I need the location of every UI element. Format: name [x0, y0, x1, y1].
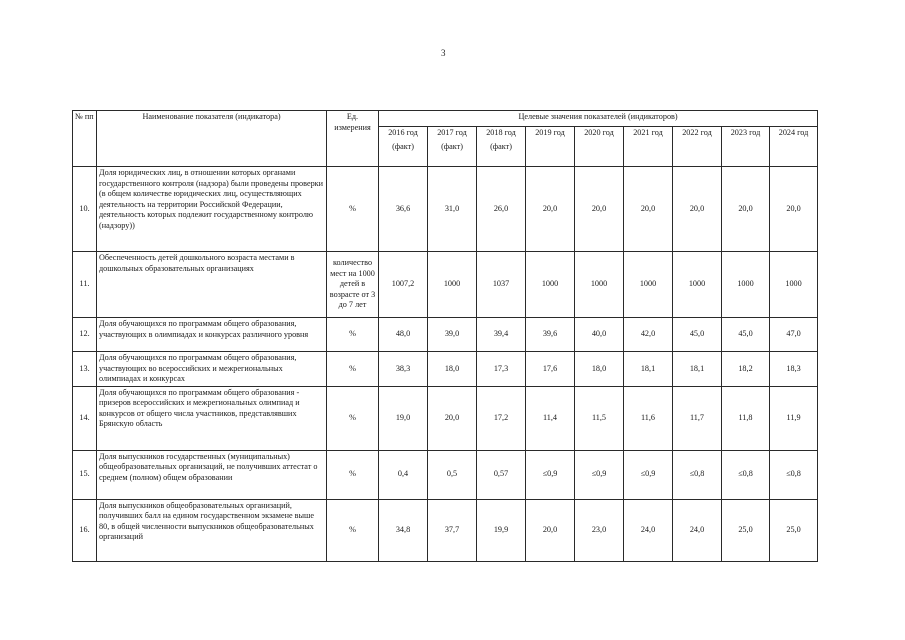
header-year [624, 127, 673, 167]
value-cell: 45,0 [722, 318, 770, 352]
value-cell: 24,0 [624, 499, 673, 561]
table-row [73, 167, 818, 252]
indicator-name: Доля обучающихся по программам общего образования, участвующих во всероссийских и межрегиональных олимпиадах и конкурсах [97, 352, 327, 387]
row-number: 13. [73, 352, 97, 387]
indicator-name: Доля выпускников государственных (муниципальных) общеобразовательных организаций, не получивших аттестат о среднем (полном) общем образовании [97, 450, 327, 499]
table-row [73, 499, 818, 561]
value-cell: 36,6 [379, 167, 428, 252]
value-cell: 45,0 [673, 318, 722, 352]
value-cell: 37,7 [428, 499, 477, 561]
value-cell: 1000 [624, 252, 673, 318]
header-year-label: 2024 год [778, 128, 809, 137]
table-row [73, 386, 818, 450]
value-cell: 1000 [575, 252, 624, 318]
table-body [73, 167, 818, 562]
value-cell: 11,4 [526, 386, 575, 450]
value-cell: 18,0 [428, 352, 477, 387]
value-cell: 0,4 [379, 450, 428, 499]
value-cell: 19,0 [379, 386, 428, 450]
table-row [73, 318, 818, 352]
value-cell: 20,0 [526, 167, 575, 252]
table-row [73, 252, 818, 318]
value-cell: 20,0 [624, 167, 673, 252]
header-year-label: 2021 год [633, 128, 663, 137]
value-cell: 40,0 [575, 318, 624, 352]
unit-cell: % [327, 318, 379, 352]
header-year-label: 2017 год [437, 128, 467, 137]
table-row [73, 352, 818, 387]
value-cell: 17,2 [477, 386, 526, 450]
header-year-note: (факт) [490, 141, 512, 151]
value-cell: 17,3 [477, 352, 526, 387]
unit-cell: % [327, 167, 379, 252]
value-cell: 20,0 [673, 167, 722, 252]
indicator-name: Доля выпускников общеобразовательных организаций, получивших балл на едином государственном экзамене выше 80, в общей численности выпускников общеобразовательных организаций [97, 499, 327, 561]
value-cell: ≤0,9 [575, 450, 624, 499]
header-name: Наименование показателя (индикатора) [97, 111, 327, 167]
page-number: 3 [441, 48, 446, 58]
value-cell: 0,57 [477, 450, 526, 499]
value-cell: 1000 [722, 252, 770, 318]
value-cell: 34,8 [379, 499, 428, 561]
indicator-name: Доля обучающихся по программам общего образования, участвующих в олимпиадах и конкурсах различного уровня [97, 318, 327, 352]
value-cell: ≤0,8 [722, 450, 770, 499]
header-unit: Ед. измерения [327, 111, 379, 167]
header-year [526, 127, 575, 167]
unit-cell: % [327, 450, 379, 499]
header-year-label: 2018 год [486, 128, 516, 137]
value-cell: 20,0 [428, 386, 477, 450]
header-year-note: (факт) [441, 141, 463, 151]
value-cell: 48,0 [379, 318, 428, 352]
indicators-table [72, 110, 818, 562]
header-year [477, 127, 526, 167]
value-cell: 18,1 [624, 352, 673, 387]
indicator-name: Обеспеченность детей дошкольного возраста местами в дошкольных образовательных организациях [97, 252, 327, 318]
row-number: 11. [73, 252, 97, 318]
value-cell: 11,8 [722, 386, 770, 450]
value-cell: ≤0,9 [526, 450, 575, 499]
row-number: 16. [73, 499, 97, 561]
header-num: № пп [73, 111, 97, 167]
indicator-name: Доля юридических лиц, в отношении которых органами государственного контроля (надзора) были проведены проверки (в общем количестве юридических лиц, осуществляющих деятельность на территории Российской Федерации, деятельность которых подлежит государственному контролю (надзору)) [97, 167, 327, 252]
row-number: 10. [73, 167, 97, 252]
value-cell: 1000 [673, 252, 722, 318]
value-cell: 39,6 [526, 318, 575, 352]
value-cell: 26,0 [477, 167, 526, 252]
value-cell: 24,0 [673, 499, 722, 561]
header-targets: Целевые значения показателей (индикаторов) [379, 111, 818, 127]
value-cell: 25,0 [722, 499, 770, 561]
value-cell: 31,0 [428, 167, 477, 252]
header-year [428, 127, 477, 167]
value-cell: 1037 [477, 252, 526, 318]
value-cell: 20,0 [526, 499, 575, 561]
unit-cell: % [327, 352, 379, 387]
header-year-label: 2019 год [535, 128, 565, 137]
indicator-name: Доля обучающихся по программам общего образования - призеров всероссийских и межрегиональных олимпиад и конкурсов от общего числа участников, представлявших Брянскую область [97, 386, 327, 450]
header-year [575, 127, 624, 167]
row-number: 12. [73, 318, 97, 352]
value-cell: 19,9 [477, 499, 526, 561]
value-cell: 1000 [428, 252, 477, 318]
header-year [673, 127, 722, 167]
table-row [73, 450, 818, 499]
row-number: 15. [73, 450, 97, 499]
value-cell: 20,0 [575, 167, 624, 252]
header-year-label: 2020 год [584, 128, 614, 137]
value-cell: ≤0,8 [673, 450, 722, 499]
value-cell: 11,7 [673, 386, 722, 450]
header-year [722, 127, 770, 167]
value-cell: 39,4 [477, 318, 526, 352]
header-year-label: 2022 год [682, 128, 712, 137]
value-cell: 38,3 [379, 352, 428, 387]
value-cell: 42,0 [624, 318, 673, 352]
value-cell: 25,0 [770, 499, 818, 561]
header-year-label: 2023 год [730, 128, 761, 137]
value-cell: 11,5 [575, 386, 624, 450]
value-cell: 18,2 [722, 352, 770, 387]
value-cell: 20,0 [722, 167, 770, 252]
value-cell: 18,0 [575, 352, 624, 387]
value-cell: 1007,2 [379, 252, 428, 318]
value-cell: 20,0 [770, 167, 818, 252]
value-cell: 11,9 [770, 386, 818, 450]
value-cell: 0,5 [428, 450, 477, 499]
value-cell: 1000 [770, 252, 818, 318]
value-cell: 18,1 [673, 352, 722, 387]
row-number: 14. [73, 386, 97, 450]
value-cell: 39,0 [428, 318, 477, 352]
value-cell: 47,0 [770, 318, 818, 352]
header-year-note: (факт) [392, 141, 414, 151]
value-cell: 23,0 [575, 499, 624, 561]
value-cell: ≤0,9 [624, 450, 673, 499]
header-year [770, 127, 818, 167]
value-cell: 1000 [526, 252, 575, 318]
unit-cell: % [327, 499, 379, 561]
unit-cell: количество мест на 1000 детей в возрасте от 3 до 7 лет [327, 252, 379, 318]
value-cell: 17,6 [526, 352, 575, 387]
header-year-label: 2016 год [388, 128, 418, 137]
value-cell: 11,6 [624, 386, 673, 450]
table-header [73, 111, 818, 167]
value-cell: ≤0,8 [770, 450, 818, 499]
value-cell: 18,3 [770, 352, 818, 387]
header-year [379, 127, 428, 167]
unit-cell: % [327, 386, 379, 450]
